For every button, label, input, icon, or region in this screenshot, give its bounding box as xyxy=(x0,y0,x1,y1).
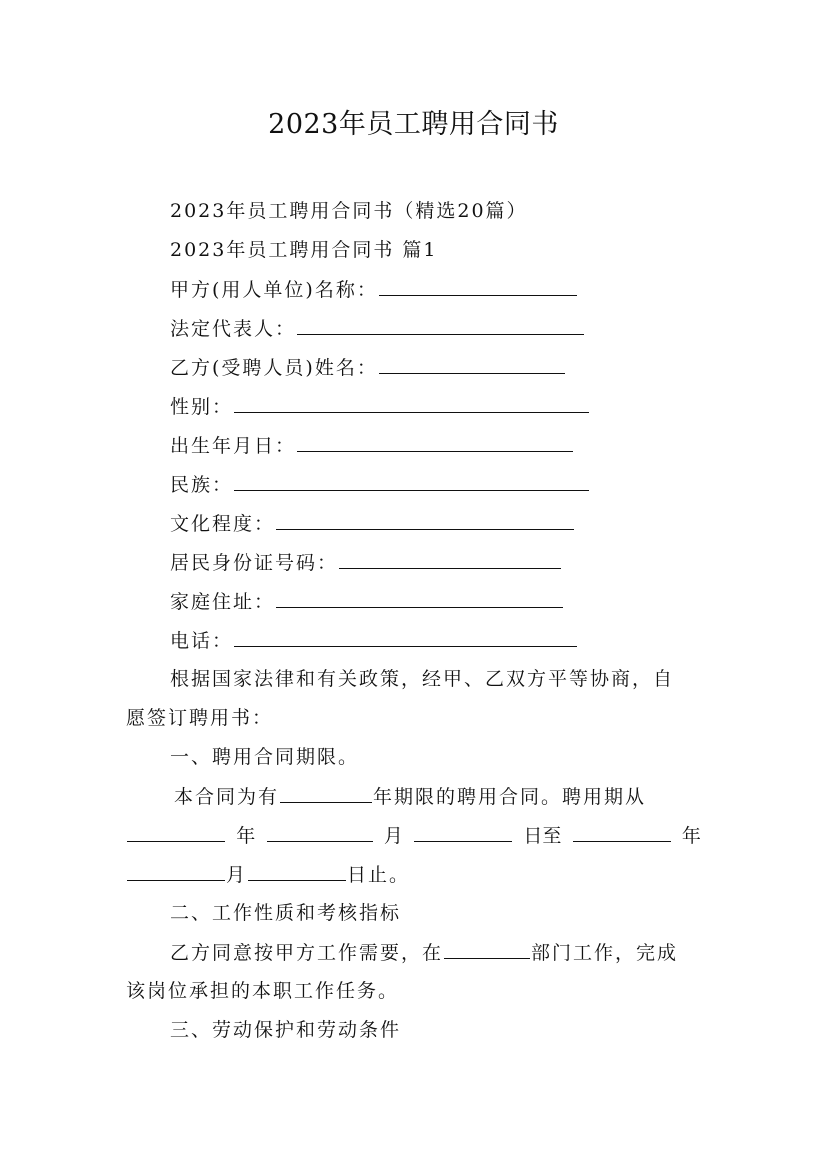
field-address: 家庭住址： xyxy=(170,588,564,615)
section-3-heading: 三、劳动保护和劳动条件 xyxy=(170,1019,402,1041)
fill-blank xyxy=(444,939,530,959)
field-employer-name: 甲方(用人单位)名称： xyxy=(170,276,578,303)
document-title: 2023年员工聘用合同书 xyxy=(268,109,559,140)
field-birthdate: 出生年月日： xyxy=(170,432,574,459)
fill-blank xyxy=(379,276,577,296)
field-gender: 性别： xyxy=(170,393,590,420)
fill-blank xyxy=(248,861,346,881)
section-1-text-line-2: 年 月 日至 年 xyxy=(126,822,701,849)
fill-blank xyxy=(339,549,561,569)
section-2-text-line-2: 该岗位承担的本职工作任务。 xyxy=(126,980,400,1002)
field-ethnicity: 民族： xyxy=(170,471,590,498)
fill-blank xyxy=(297,315,584,335)
fill-blank xyxy=(414,822,512,842)
section-1-text-line-1: 本合同为有 年期限的聘用合同。聘用期从 xyxy=(174,783,646,810)
fill-blank xyxy=(127,822,225,842)
field-employee-name: 乙方(受聘人员)姓名： xyxy=(170,354,566,381)
fill-blank xyxy=(297,432,573,452)
section-2-text-line-1: 乙方同意按甲方工作需要，在 部门工作，完成 xyxy=(170,939,678,966)
fill-blank xyxy=(276,588,563,608)
field-id-number: 居民身份证号码： xyxy=(170,549,562,576)
fill-blank xyxy=(234,471,589,491)
fill-blank xyxy=(379,354,565,374)
section-2-heading: 二、工作性质和考核指标 xyxy=(170,902,402,924)
fill-blank xyxy=(267,822,373,842)
section-1-heading: 一、聘用合同期限。 xyxy=(170,746,360,768)
fill-blank xyxy=(276,510,574,530)
field-education: 文化程度： xyxy=(170,510,575,537)
paragraph-1-line-1: 根据国家法律和有关政策，经甲、乙双方平等协商，自 xyxy=(170,668,675,690)
field-phone: 电话： xyxy=(170,627,578,654)
intro-line: 2023年员工聘用合同书（精选20篇） xyxy=(170,200,528,222)
paragraph-1-line-2: 愿签订聘用书： xyxy=(126,707,274,729)
section-1-text-line-3: 月 日止。 xyxy=(126,861,410,888)
fill-blank xyxy=(234,393,589,413)
field-legal-rep: 法定代表人： xyxy=(170,315,585,342)
fill-blank xyxy=(280,783,372,803)
fill-blank xyxy=(127,861,225,881)
fill-blank xyxy=(234,627,577,647)
part-heading: 2023年员工聘用合同书 篇1 xyxy=(170,239,438,261)
fill-blank xyxy=(573,822,671,842)
